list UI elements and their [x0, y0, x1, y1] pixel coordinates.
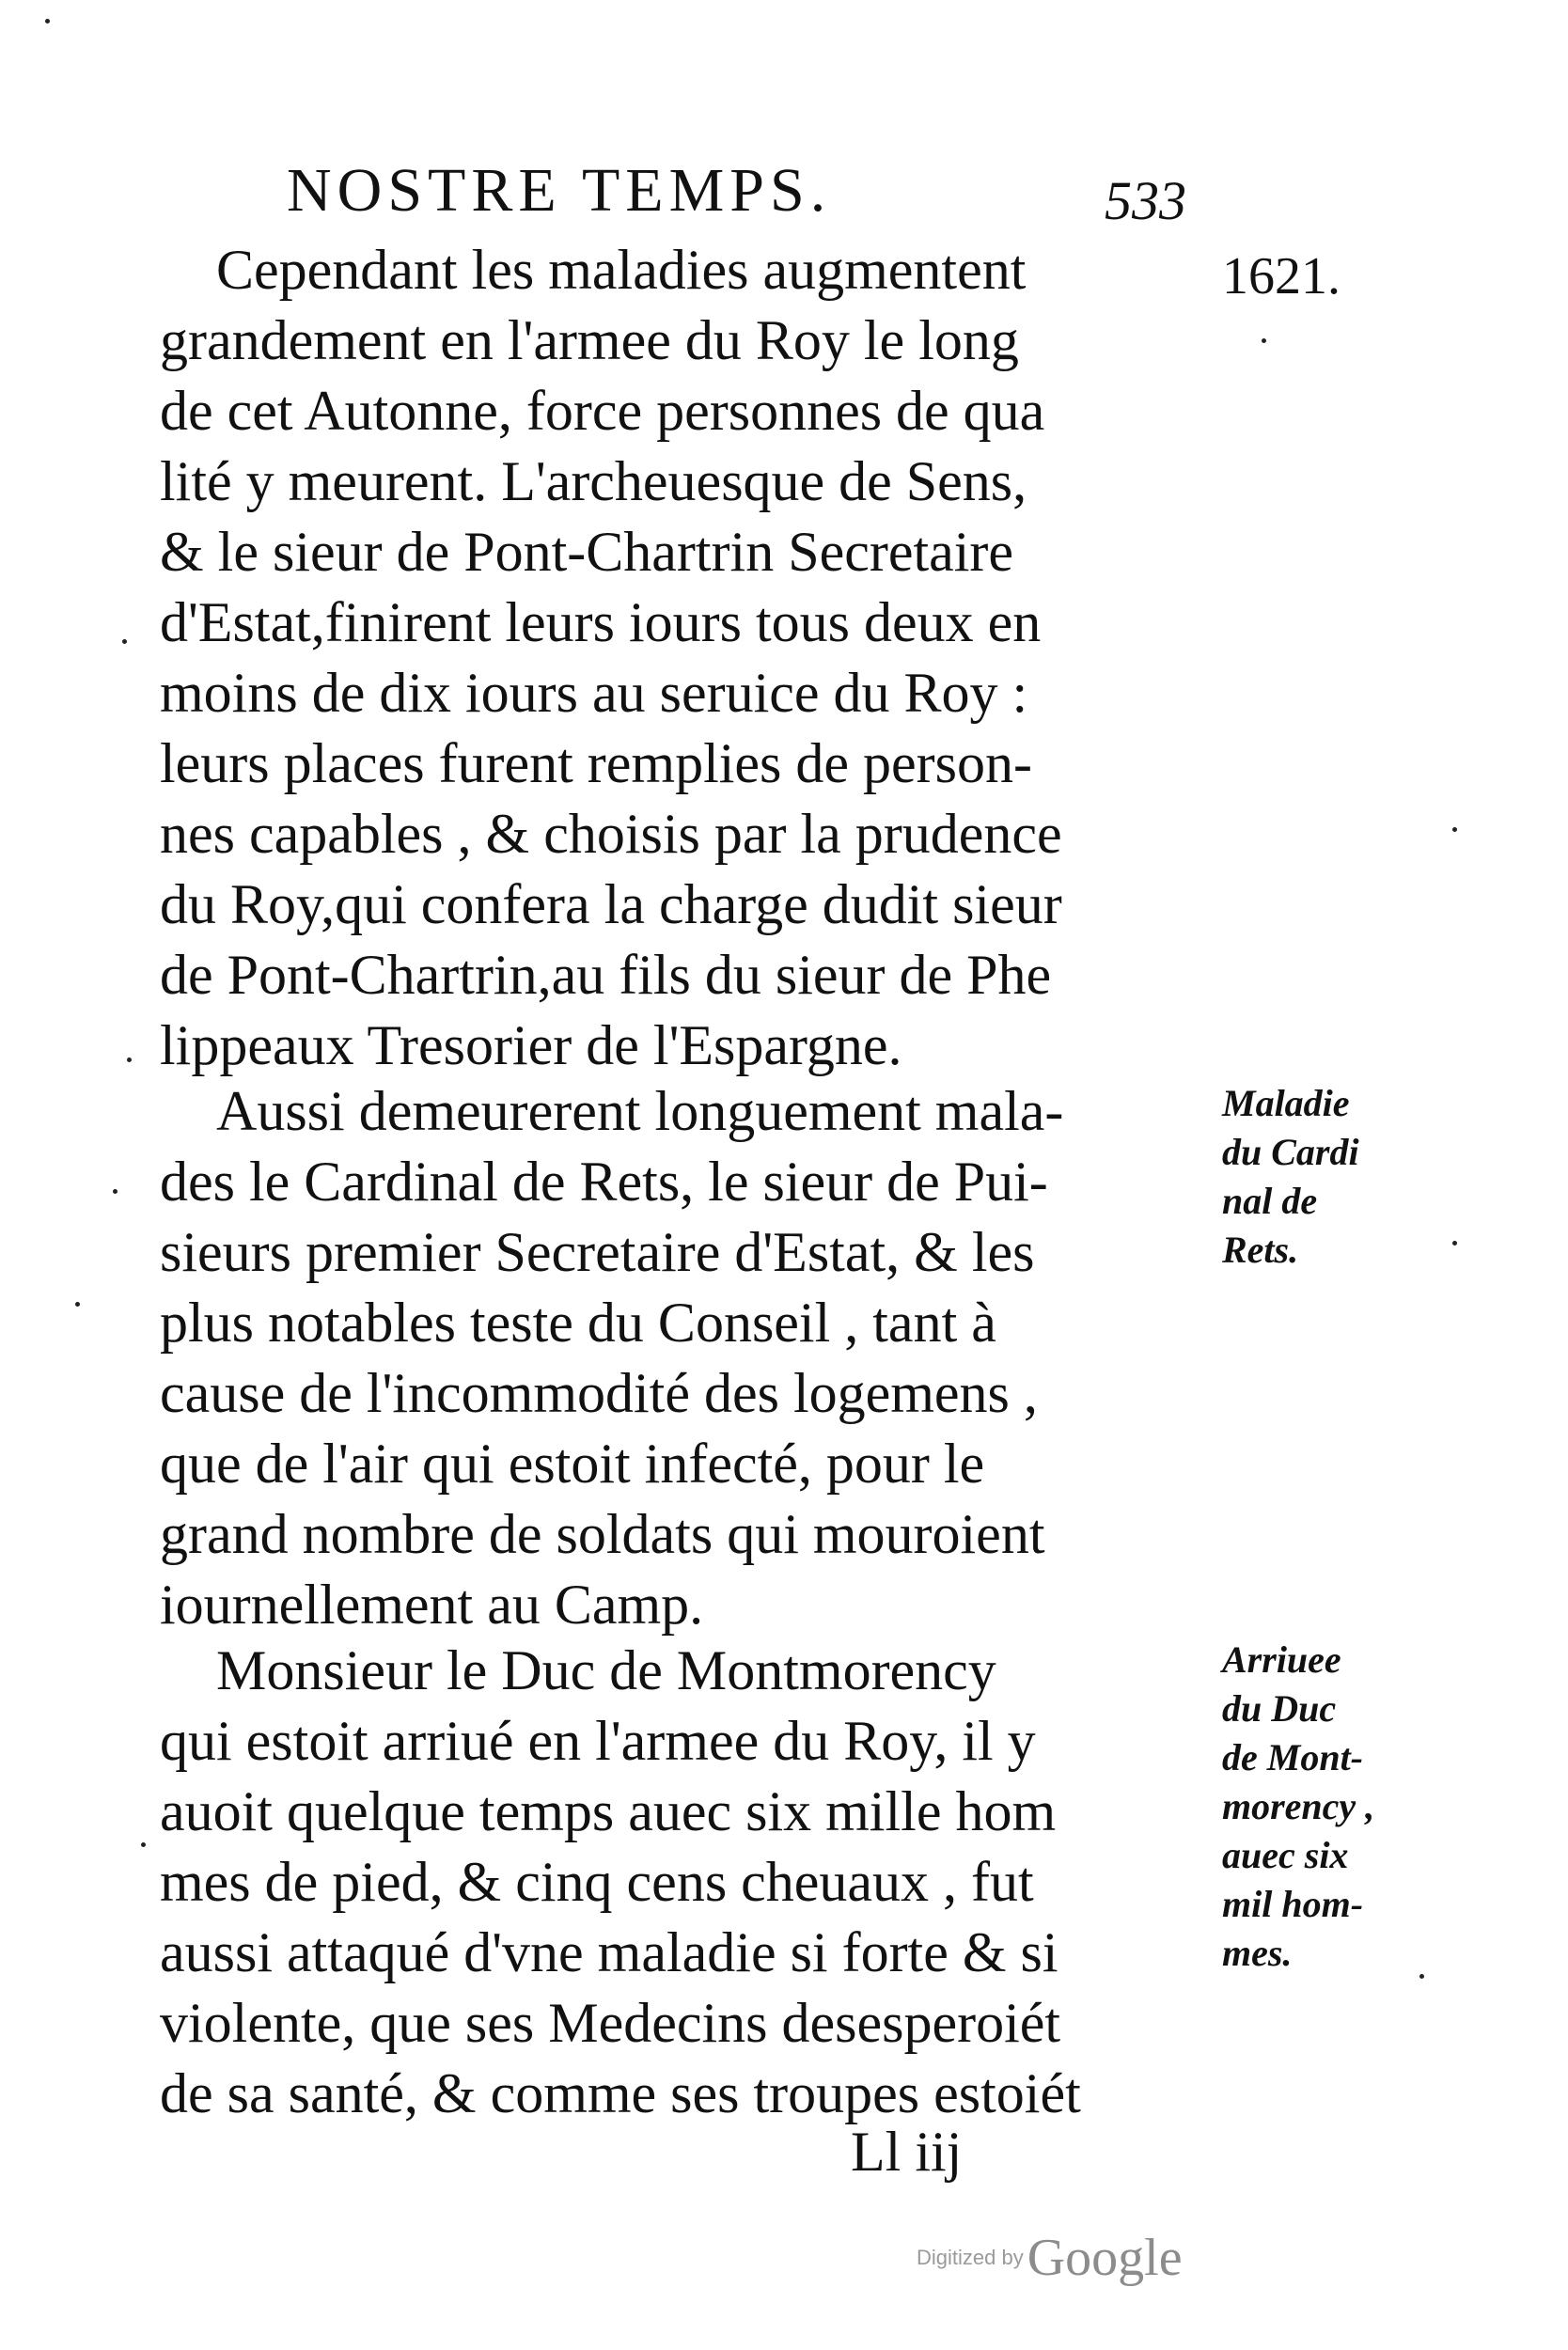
speck	[127, 1058, 132, 1062]
text-line: Cependant les maladies augmentent	[216, 239, 1027, 301]
speck	[113, 1189, 118, 1194]
text-line: lippeaux Tresorier de l'Espargne.	[160, 1014, 902, 1076]
text-line: qui estoit arriué en l'armee du Roy, il y	[160, 1710, 1036, 1772]
note-line: morency ,	[1222, 1785, 1375, 1827]
page-number: 533	[1105, 170, 1186, 231]
speck	[122, 639, 127, 644]
text-line: d'Estat,finirent leurs iours tous deux en	[160, 591, 1042, 653]
note-line: du Duc	[1222, 1687, 1337, 1730]
speck	[1419, 1974, 1424, 1979]
paragraph-2	[160, 1076, 1222, 1640]
text-line: de sa santé, & comme ses troupes estoiét	[160, 2062, 1081, 2124]
text-line: lité y meurent. L'archeuesque de Sens,	[160, 450, 1027, 512]
margin-note-montmorency	[1222, 1636, 1374, 1978]
note-line: du Cardi	[1222, 1131, 1359, 1173]
text-line: aussi attaqué d'vne maladie si forte & si	[160, 1921, 1058, 1983]
note-line: Arriuee	[1222, 1638, 1341, 1681]
text-line: de Pont-Chartrin,au fils du sieur de Phe	[160, 944, 1052, 1006]
note-line: mes.	[1222, 1932, 1293, 1974]
text-line: auoit quelque temps auec six mille hom	[160, 1780, 1057, 1842]
paragraph-1	[160, 235, 1222, 1081]
note-line: mil hom-	[1222, 1883, 1364, 1925]
speck	[1452, 1241, 1457, 1246]
speck	[75, 1302, 80, 1307]
text-line: sieurs premier Secretaire d'Estat, & les	[160, 1221, 1035, 1283]
text-line: plus notables teste du Conseil , tant à	[160, 1292, 996, 1354]
text-line: que de l'air qui estoit infecté, pour le	[160, 1433, 985, 1495]
digitization-watermark	[917, 2228, 1183, 2288]
text-line: iournellement au Camp.	[160, 1574, 704, 1636]
note-line: de Mont-	[1222, 1736, 1363, 1778]
text-line: Monsieur le Duc de Montmorency	[216, 1639, 996, 1701]
note-line: Maladie	[1222, 1082, 1350, 1124]
watermark-prefix: Digitized by	[917, 2246, 1024, 2269]
speck	[1262, 338, 1266, 343]
signature-mark: Ll iij	[851, 2121, 963, 2183]
text-line: mes de pied, & cinq cens cheuaux , fut	[160, 1851, 1034, 1913]
note-line: nal de	[1222, 1180, 1318, 1222]
watermark-logo: Google	[1027, 2229, 1183, 2287]
note-line: Rets.	[1222, 1229, 1299, 1271]
text-line: leurs places furent remplies de person-	[160, 732, 1032, 794]
note-line: auec six	[1222, 1834, 1349, 1876]
text-line: de cet Autonne, force personnes de qua	[160, 380, 1045, 442]
text-line: Aussi demeurerent longuement mala-	[216, 1080, 1064, 1142]
text-line: des le Cardinal de Rets, le sieur de Pui-	[160, 1151, 1048, 1213]
text-line: violente, que ses Medecins desesperoiét	[160, 1992, 1061, 2054]
running-head: NOSTRE TEMPS.	[287, 156, 832, 225]
paragraph-3	[160, 1636, 1222, 2129]
text-line: nes capables , & choisis par la prudence	[160, 803, 1062, 865]
text-line: moins de dix iours au seruice du Roy :	[160, 662, 1028, 724]
margin-note-cardinal	[1222, 1079, 1359, 1275]
text-line: & le sieur de Pont-Chartrin Secretaire	[160, 521, 1014, 583]
text-line: grandement en l'armee du Roy le long	[160, 309, 1019, 371]
speck	[45, 19, 50, 24]
text-line: du Roy,qui confera la charge dudit sieur	[160, 873, 1062, 935]
speck	[141, 1842, 146, 1847]
text-line: grand nombre de soldats qui mouroient	[160, 1503, 1045, 1565]
year-margin-note: 1621.	[1222, 247, 1341, 306]
speck	[1452, 827, 1457, 832]
text-line: cause de l'incommodité des logemens ,	[160, 1362, 1038, 1424]
